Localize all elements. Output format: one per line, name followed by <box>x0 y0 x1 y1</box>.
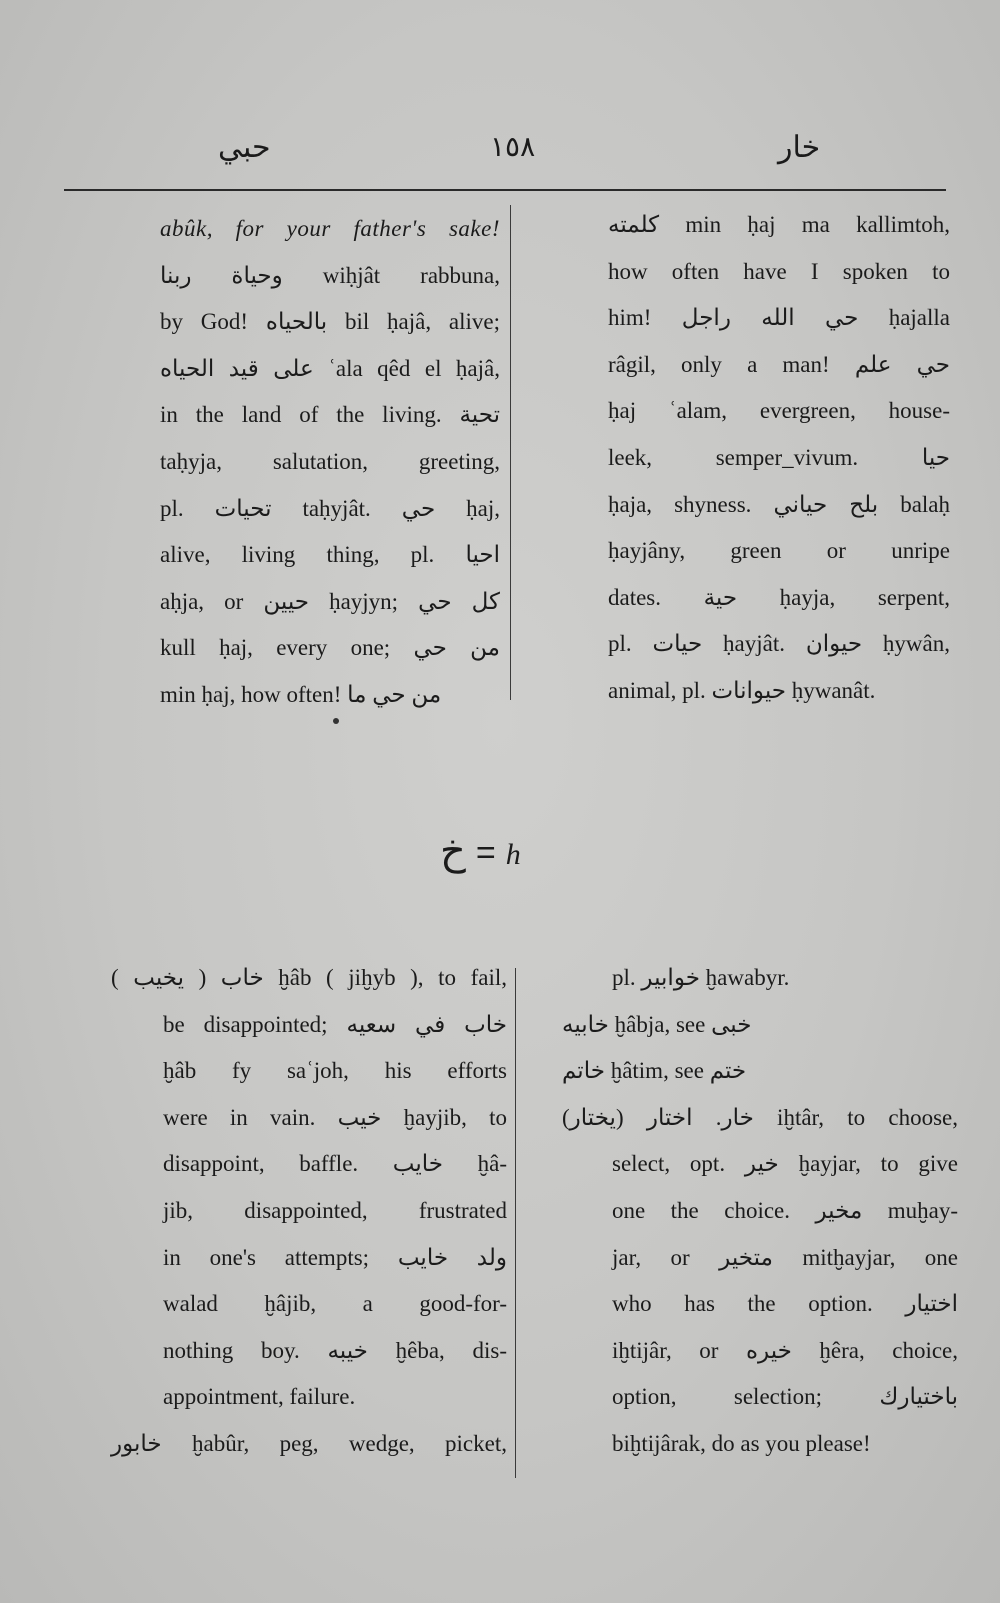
entry-line: animal, pl. حيوانات ḥywanât. <box>608 677 876 703</box>
entry-line: taḥyja, salutation, greeting, <box>160 448 500 474</box>
section-heading <box>440 826 580 876</box>
entry-line: jib, disappointed, frustrated <box>163 1197 507 1223</box>
entry-line: pl. خوابير ḫawabyr. <box>612 965 790 990</box>
entry-line: pl. تحيات taḥyjât. حي ḥaj, <box>160 495 500 521</box>
section-letter-arabic: خ <box>440 828 466 873</box>
section-equals: = <box>475 834 496 872</box>
entry-line: على قيد الحياه ʿala qêd el ḥajâ, <box>160 355 500 381</box>
entry-line: iḫtijâr, or خيره ḫêra, choice, <box>612 1337 959 1363</box>
entry-line: aḥja, or حيين ḥayjyn; كل حي <box>160 588 500 614</box>
entry-line: ḫâb fy saʿjoh, his efforts <box>163 1058 507 1084</box>
entry-line: who has the option. اختيار <box>612 1291 958 1317</box>
entry-line: were in vain. خيب ḫayjib, to <box>163 1104 507 1130</box>
entry-line: dates. حية ḥayja, serpent, <box>608 584 950 610</box>
entry-line: خار. اختار (يختار) iḫtâr, to choose, <box>562 1104 958 1130</box>
entry-line: jar, or متخير mitḫayjar, one <box>612 1244 958 1270</box>
entry-line: appointment, failure. <box>163 1384 356 1410</box>
entry-line: how often have I spoken to <box>608 258 950 284</box>
top-column-divider <box>510 205 511 700</box>
entry-line: be disappointed; خاب في سعيه <box>163 1011 508 1037</box>
entry-line: one the choice. مخير muḫay- <box>612 1197 958 1223</box>
entry-line: خاب ( يخيب ) ḫâb ( jiḫyb ), to fail, <box>111 965 507 990</box>
entry-line: disappoint, baffle. خايب ḫâ- <box>163 1151 507 1177</box>
entry-line: خابور ḫabûr, peg, wedge, picket, <box>111 1430 507 1456</box>
entry-line: nothing boy. خيبه ḫêba, dis- <box>163 1337 507 1363</box>
running-head-right: خار <box>778 131 821 164</box>
entry-line: kull ḥaj, every one; من حي <box>160 635 500 661</box>
header-rule <box>64 189 946 191</box>
entry-line: biḫtijârak, do as you please! <box>612 1430 871 1456</box>
entry-line: leek, semper_vivum. حيا <box>608 444 950 470</box>
section-letter-latin: h <box>505 838 521 871</box>
entry-line: select, opt. خير ḫayjar, to give <box>612 1151 958 1177</box>
entry-line: abûk, for your father's sake! <box>160 216 500 241</box>
entry-line: ḥaj ʿalam, evergreen, house- <box>608 398 950 424</box>
top-left-column <box>160 206 500 719</box>
top-right-column <box>608 202 950 715</box>
running-head-left: حبي <box>218 131 271 164</box>
entry-line: ḥaja, shyness. بلح حياني balaḥ <box>608 491 950 517</box>
entry-line: pl. حيات ḥayjât. حيوان ḥywân, <box>608 631 951 657</box>
bottom-column-divider <box>515 968 516 1478</box>
page-number: ١٥٨ <box>490 132 536 163</box>
ink-dot <box>333 718 339 724</box>
entry-line: walad ḫâjib, a good-for- <box>163 1291 507 1317</box>
entry-line: min ḥaj, how often! من حي ما <box>160 681 442 707</box>
entry-line: كلمته min ḥaj ma kallimtoh, <box>608 212 950 237</box>
entry-line: by God! بالحياه bil ḥajâ, alive; <box>160 309 500 335</box>
entry-line: option, selection; باختيارك <box>612 1384 958 1410</box>
entry-line: in one's attempts; ولد خايب <box>163 1244 507 1270</box>
entry-line: in the land of the living. تحية <box>160 402 500 428</box>
entry-line: him! حي الله راجل ḥajalla <box>608 305 950 331</box>
entry-line: alive, living thing, pl. احيا <box>160 542 500 568</box>
bottom-right-column <box>562 955 959 1468</box>
entry-line: خاتم ḫâtim, see ختم <box>562 1058 747 1084</box>
entry-line: خابيه ḫâbja, see خبى <box>562 1011 752 1037</box>
entry-line: وحياة ربنا wiḥjât rabbuna, <box>160 262 500 288</box>
entry-line: ḥayjâny, green or unripe <box>608 538 950 564</box>
bottom-left-column <box>111 955 508 1468</box>
entry-line: râgil, only a man! حي علم <box>608 351 950 377</box>
